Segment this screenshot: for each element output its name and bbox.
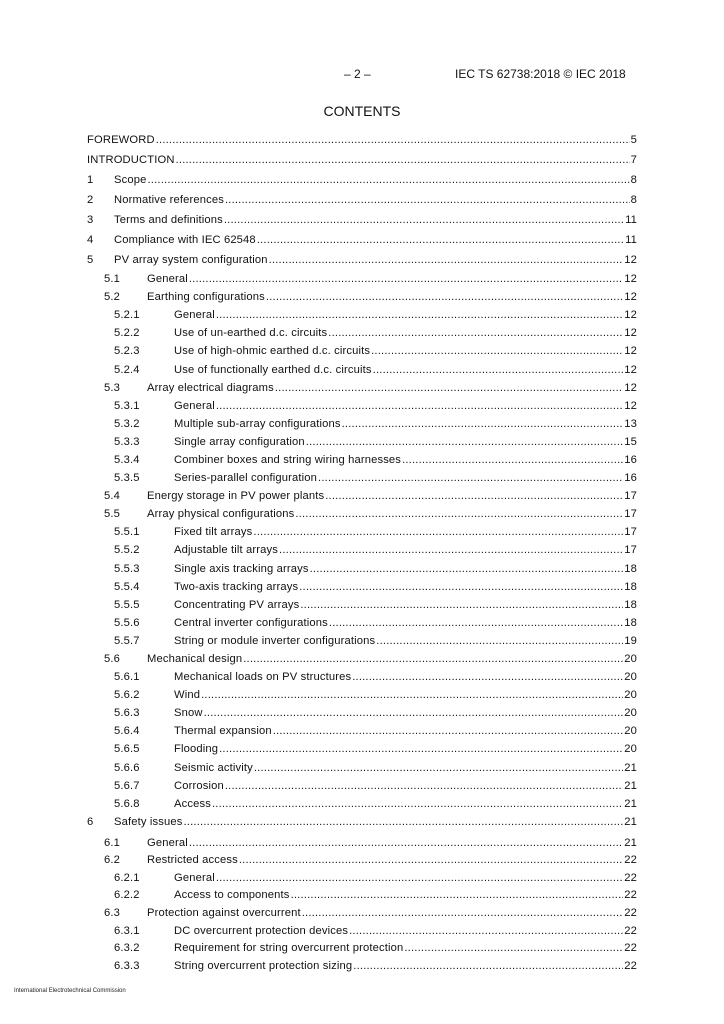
toc-entry[interactable] <box>87 578 637 596</box>
toc-entry[interactable] <box>87 939 637 957</box>
toc-entry[interactable] <box>87 433 637 451</box>
toc-entry-number: 5.3 <box>104 381 121 394</box>
toc-entry-page: 22 <box>624 942 637 955</box>
toc-entry[interactable] <box>87 596 637 614</box>
dot-leader <box>224 214 624 226</box>
dot-leader <box>318 472 623 484</box>
toc-entry-title: Series-parallel configuration <box>174 472 318 485</box>
toc-entry-number: 5.2.2 <box>114 327 140 340</box>
toc-entry[interactable] <box>87 650 637 668</box>
toc-entry-number: 5.4 <box>104 490 121 503</box>
toc-entry-title: Array electrical diagrams <box>147 381 274 394</box>
toc-entry[interactable] <box>87 270 637 288</box>
toc-entry-title: Protection against overcurrent <box>147 907 301 920</box>
toc-entry-number: 5.5.5 <box>114 598 140 611</box>
toc-entry-page: 20 <box>624 671 637 684</box>
toc-entry-title: Access <box>174 797 211 810</box>
toc-entry[interactable] <box>87 560 637 578</box>
toc-entry-page: 11 <box>625 214 637 226</box>
toc-entry-title: Requirement for string overcurrent protection <box>174 942 404 955</box>
toc-entry[interactable] <box>87 834 637 852</box>
toc-entry[interactable] <box>87 869 637 887</box>
toc-entry-number: 5 <box>87 254 94 266</box>
dot-leader <box>404 942 623 954</box>
dot-leader <box>156 134 630 146</box>
dot-leader <box>201 689 623 701</box>
toc-entry-page: 7 <box>630 154 637 166</box>
toc-entry-page: 20 <box>624 689 637 702</box>
toc-entry-title: Concentrating PV arrays <box>174 598 300 611</box>
dot-leader <box>302 907 624 919</box>
dot-leader <box>371 345 623 357</box>
dot-leader <box>184 816 624 828</box>
dot-leader <box>189 273 623 285</box>
toc-entry-title: Compliance with IEC 62548 <box>114 234 256 246</box>
dot-leader <box>325 490 623 502</box>
dot-leader <box>225 780 623 792</box>
toc-entry-number: 5.3.1 <box>114 399 140 412</box>
toc-entry-number: 5.6.6 <box>114 761 140 774</box>
dot-leader <box>279 544 623 556</box>
dot-leader <box>306 436 623 448</box>
toc-entry-page: 12 <box>624 254 637 266</box>
toc-entry[interactable] <box>87 632 637 650</box>
toc-entry-page: 17 <box>624 544 637 557</box>
dot-leader <box>310 563 624 575</box>
toc-entry-number: 6.3 <box>104 907 121 920</box>
dot-leader <box>176 154 630 166</box>
toc-entry-title: Single axis tracking arrays <box>174 562 309 575</box>
dot-leader <box>216 400 623 412</box>
toc-entry-page: 22 <box>624 889 637 902</box>
toc-entry[interactable] <box>87 379 637 397</box>
toc-entry-title: Snow <box>174 707 203 720</box>
dot-leader <box>216 309 623 321</box>
toc-entry[interactable] <box>87 852 637 870</box>
toc-entry[interactable] <box>87 704 637 722</box>
toc-entry[interactable] <box>87 324 637 342</box>
toc-entry-number: 5.3.2 <box>114 417 140 430</box>
standard-reference: IEC TS 62738:2018 © IEC 2018 <box>455 67 626 81</box>
dot-leader <box>402 454 623 466</box>
dot-leader <box>300 599 623 611</box>
toc-entry-number: 5.6 <box>104 653 121 666</box>
toc-entry-number: 6.2.2 <box>114 889 140 902</box>
toc-entry[interactable] <box>87 130 637 150</box>
toc-entry-number: 6.3.2 <box>114 942 140 955</box>
toc-entry-number: 6 <box>87 815 94 828</box>
toc-entry-title: Corrosion <box>174 779 224 792</box>
page-title: CONTENTS <box>323 103 401 119</box>
toc-entry-page: 11 <box>625 234 637 246</box>
dot-leader <box>204 707 624 719</box>
toc-entry-title: Safety issues <box>114 815 183 828</box>
toc-entry-number: 6.3.1 <box>114 924 140 937</box>
toc-entry-page: 13 <box>624 417 637 430</box>
toc-entry[interactable] <box>87 505 637 523</box>
dot-leader <box>353 960 623 972</box>
toc-entry-number: 6.1 <box>104 836 121 849</box>
toc-entry-title: Array physical configurations <box>147 508 295 521</box>
toc-entry[interactable] <box>87 541 637 559</box>
dot-leader <box>295 508 623 520</box>
toc-entry[interactable] <box>87 250 637 270</box>
toc-entry-page: 8 <box>630 174 637 186</box>
toc-entry-page: 5 <box>630 134 637 146</box>
toc-entry[interactable] <box>87 170 637 190</box>
toc-entry-title: Seismic activity <box>174 761 253 774</box>
toc-entry[interactable] <box>87 230 637 250</box>
dot-leader <box>273 725 624 737</box>
toc-entry[interactable] <box>87 150 637 170</box>
toc-entry-page: 22 <box>624 924 637 937</box>
toc-entry[interactable] <box>87 523 637 541</box>
dot-leader <box>147 174 629 186</box>
toc-entry-number: 5.2 <box>104 291 121 304</box>
toc-entry-page: 12 <box>624 363 637 376</box>
toc-entry-number: 5.6.7 <box>114 779 140 792</box>
toc-entry-number: 5.6.1 <box>114 671 140 684</box>
toc-entry-title: Mechanical loads on PV structures <box>174 671 352 684</box>
toc-entry-title: General <box>174 399 215 412</box>
dot-leader <box>225 194 630 206</box>
dot-leader <box>376 635 623 647</box>
toc-entry-page: 12 <box>624 291 637 304</box>
toc-entry-page: 8 <box>630 194 637 206</box>
dot-leader <box>239 854 623 866</box>
toc-entry-number: 5.5.2 <box>114 544 140 557</box>
dot-leader <box>373 364 624 376</box>
toc-entry[interactable] <box>87 397 637 415</box>
toc-entry-page: 18 <box>624 580 637 593</box>
toc-entry-title: Energy storage in PV power plants <box>147 490 325 503</box>
toc-entry-number: 5.5.4 <box>114 580 140 593</box>
toc-entry-title: String overcurrent protection sizing <box>174 959 353 972</box>
toc-entry[interactable] <box>87 722 637 740</box>
dot-leader <box>291 889 624 901</box>
toc-entry-page: 22 <box>624 871 637 884</box>
toc-entry-title: Access to components <box>174 889 290 902</box>
page-number: – 2 – <box>344 67 371 81</box>
toc-entry-title: Flooding <box>174 743 219 756</box>
toc-entry-title: String or module inverter configurations <box>174 634 376 647</box>
dot-leader <box>342 418 624 430</box>
toc-entry-title: Multiple sub-array configurations <box>174 417 341 430</box>
toc-entry-number: 5.5 <box>104 508 121 521</box>
toc-entry-number: 6.3.3 <box>114 959 140 972</box>
toc-entry-page: 20 <box>624 743 637 756</box>
dot-leader <box>212 798 623 810</box>
toc-entry-number: 5.6.2 <box>114 689 140 702</box>
dot-leader <box>328 327 623 339</box>
toc-entry-title: General <box>147 273 188 286</box>
toc-entry-page: 22 <box>624 854 637 867</box>
toc-entry[interactable] <box>87 922 637 940</box>
toc-entry[interactable] <box>87 777 637 795</box>
toc-entry-page: 18 <box>624 562 637 575</box>
toc-entry-title: Use of functionally earthed d.c. circuits <box>174 363 372 376</box>
toc-entry-number: 5.6.3 <box>114 707 140 720</box>
toc-entry[interactable] <box>87 887 637 905</box>
toc-entry-title: General <box>147 836 188 849</box>
toc-entry-page: 18 <box>624 616 637 629</box>
toc-entry-page: 20 <box>624 653 637 666</box>
toc-entry-number: 1 <box>87 174 94 186</box>
footer-publisher: International Electrotechnical Commission <box>14 988 126 994</box>
toc-entry-title: Use of un-earthed d.c. circuits <box>174 327 328 340</box>
toc-entry-number: 5.3.3 <box>114 435 140 448</box>
dot-leader <box>275 382 623 394</box>
toc-entry-title: Combiner boxes and string wiring harnesses <box>174 453 402 466</box>
toc-entry-title: Adjustable tilt arrays <box>174 544 279 557</box>
toc-entry-number: 5.1 <box>104 273 121 286</box>
toc-entry-page: 15 <box>624 435 637 448</box>
toc-entry[interactable] <box>87 451 637 469</box>
dot-leader <box>189 837 623 849</box>
toc-entry[interactable] <box>87 210 637 230</box>
dot-leader <box>254 762 623 774</box>
toc-entry-title: Single array configuration <box>174 435 305 448</box>
toc-entry[interactable] <box>87 306 637 324</box>
toc-entry-page: 22 <box>624 907 637 920</box>
toc-entry-page: 21 <box>624 779 637 792</box>
toc-entry-title: Wind <box>174 689 201 702</box>
toc-entry-page: 22 <box>624 959 637 972</box>
toc-entry-title: DC overcurrent protection devices <box>174 924 349 937</box>
toc-entry-page: 17 <box>624 526 637 539</box>
toc-entry-number: 5.6.8 <box>114 797 140 810</box>
toc-entry-title: Earthing configurations <box>147 291 265 304</box>
toc-entry-number: 5.2.4 <box>114 363 140 376</box>
toc-entry-title: Use of high-ohmic earthed d.c. circuits <box>174 345 371 358</box>
toc-entry-title: INTRODUCTION <box>87 154 175 166</box>
dot-leader <box>243 653 623 665</box>
toc-entry-page: 12 <box>624 273 637 286</box>
toc-entry-page: 18 <box>624 598 637 611</box>
toc-entry-number: 5.5.7 <box>114 634 140 647</box>
toc-entry[interactable] <box>87 487 637 505</box>
toc-entry-number: 5.5.3 <box>114 562 140 575</box>
dot-leader <box>266 291 623 303</box>
toc-entry-number: 5.6.5 <box>114 743 140 756</box>
toc-entry-page: 21 <box>624 815 637 828</box>
toc-entry[interactable] <box>87 190 637 210</box>
dot-leader <box>216 872 623 884</box>
toc-entry-title: PV array system configuration <box>114 254 268 266</box>
toc-entry[interactable] <box>87 740 637 758</box>
toc-entry-title: Mechanical design <box>147 653 243 666</box>
toc-entry-page: 17 <box>624 508 637 521</box>
dot-leader <box>349 925 623 937</box>
toc-entry-title: General <box>174 871 215 884</box>
dot-leader <box>219 743 623 755</box>
toc-entry-page: 12 <box>624 309 637 322</box>
toc-entry[interactable] <box>87 686 637 704</box>
toc-entry[interactable] <box>87 904 637 922</box>
toc-entry[interactable] <box>87 759 637 777</box>
toc-entry[interactable] <box>87 795 637 813</box>
toc-entry-page: 16 <box>624 472 637 485</box>
toc-entry-title: FOREWORD <box>87 134 155 146</box>
toc-entry-title: Thermal expansion <box>174 725 272 738</box>
toc-entry[interactable] <box>87 469 637 487</box>
dot-leader <box>299 581 623 593</box>
toc-entry-title: Normative references <box>114 194 224 206</box>
toc-entry-number: 5.3.5 <box>114 472 140 485</box>
toc-entry-number: 5.2.1 <box>114 309 140 322</box>
toc-entry-number: 4 <box>87 234 94 246</box>
toc-entry-page: 21 <box>624 761 637 774</box>
toc-entry-page: 19 <box>624 634 637 647</box>
toc-entry[interactable] <box>87 614 637 632</box>
toc-entry-number: 5.6.4 <box>114 725 140 738</box>
dot-leader <box>352 671 623 683</box>
toc-entry-title: Two-axis tracking arrays <box>174 580 299 593</box>
toc-entry[interactable] <box>87 415 637 433</box>
toc-entry-page: 20 <box>624 725 637 738</box>
toc-entry[interactable] <box>87 668 637 686</box>
toc-entry-title: Central inverter configurations <box>174 616 328 629</box>
toc-entry-title: Fixed tilt arrays <box>174 526 253 539</box>
toc-entry-page: 20 <box>624 707 637 720</box>
table-of-contents <box>87 130 637 975</box>
toc-entry-number: 3 <box>87 214 94 226</box>
toc-entry[interactable] <box>87 288 637 306</box>
toc-entry-page: 12 <box>624 345 637 358</box>
toc-entry-number: 5.5.6 <box>114 616 140 629</box>
toc-entry-number: 2 <box>87 194 94 206</box>
dot-leader <box>257 234 624 246</box>
toc-entry-title: General <box>174 309 215 322</box>
toc-entry-title: Terms and definitions <box>114 214 223 226</box>
dot-leader <box>269 254 624 266</box>
toc-entry-number: 6.2.1 <box>114 871 140 884</box>
toc-entry-page: 16 <box>624 453 637 466</box>
toc-entry-page: 12 <box>624 381 637 394</box>
toc-entry-number: 5.5.1 <box>114 526 140 539</box>
toc-entry-number: 6.2 <box>104 854 121 867</box>
toc-entry-page: 12 <box>624 327 637 340</box>
toc-entry-page: 21 <box>624 836 637 849</box>
toc-entry-page: 12 <box>624 399 637 412</box>
dot-leader <box>329 617 623 629</box>
toc-entry-number: 5.2.3 <box>114 345 140 358</box>
toc-entry-page: 21 <box>624 797 637 810</box>
toc-entry-title: Restricted access <box>147 854 238 867</box>
toc-entry-number: 5.3.4 <box>114 453 140 466</box>
dot-leader <box>253 526 623 538</box>
toc-entry[interactable] <box>87 813 637 831</box>
toc-entry[interactable] <box>87 957 637 975</box>
toc-entry-title: Scope <box>114 174 147 186</box>
toc-entry[interactable] <box>87 342 637 360</box>
toc-entry[interactable] <box>87 360 637 378</box>
toc-entry-page: 17 <box>624 490 637 503</box>
